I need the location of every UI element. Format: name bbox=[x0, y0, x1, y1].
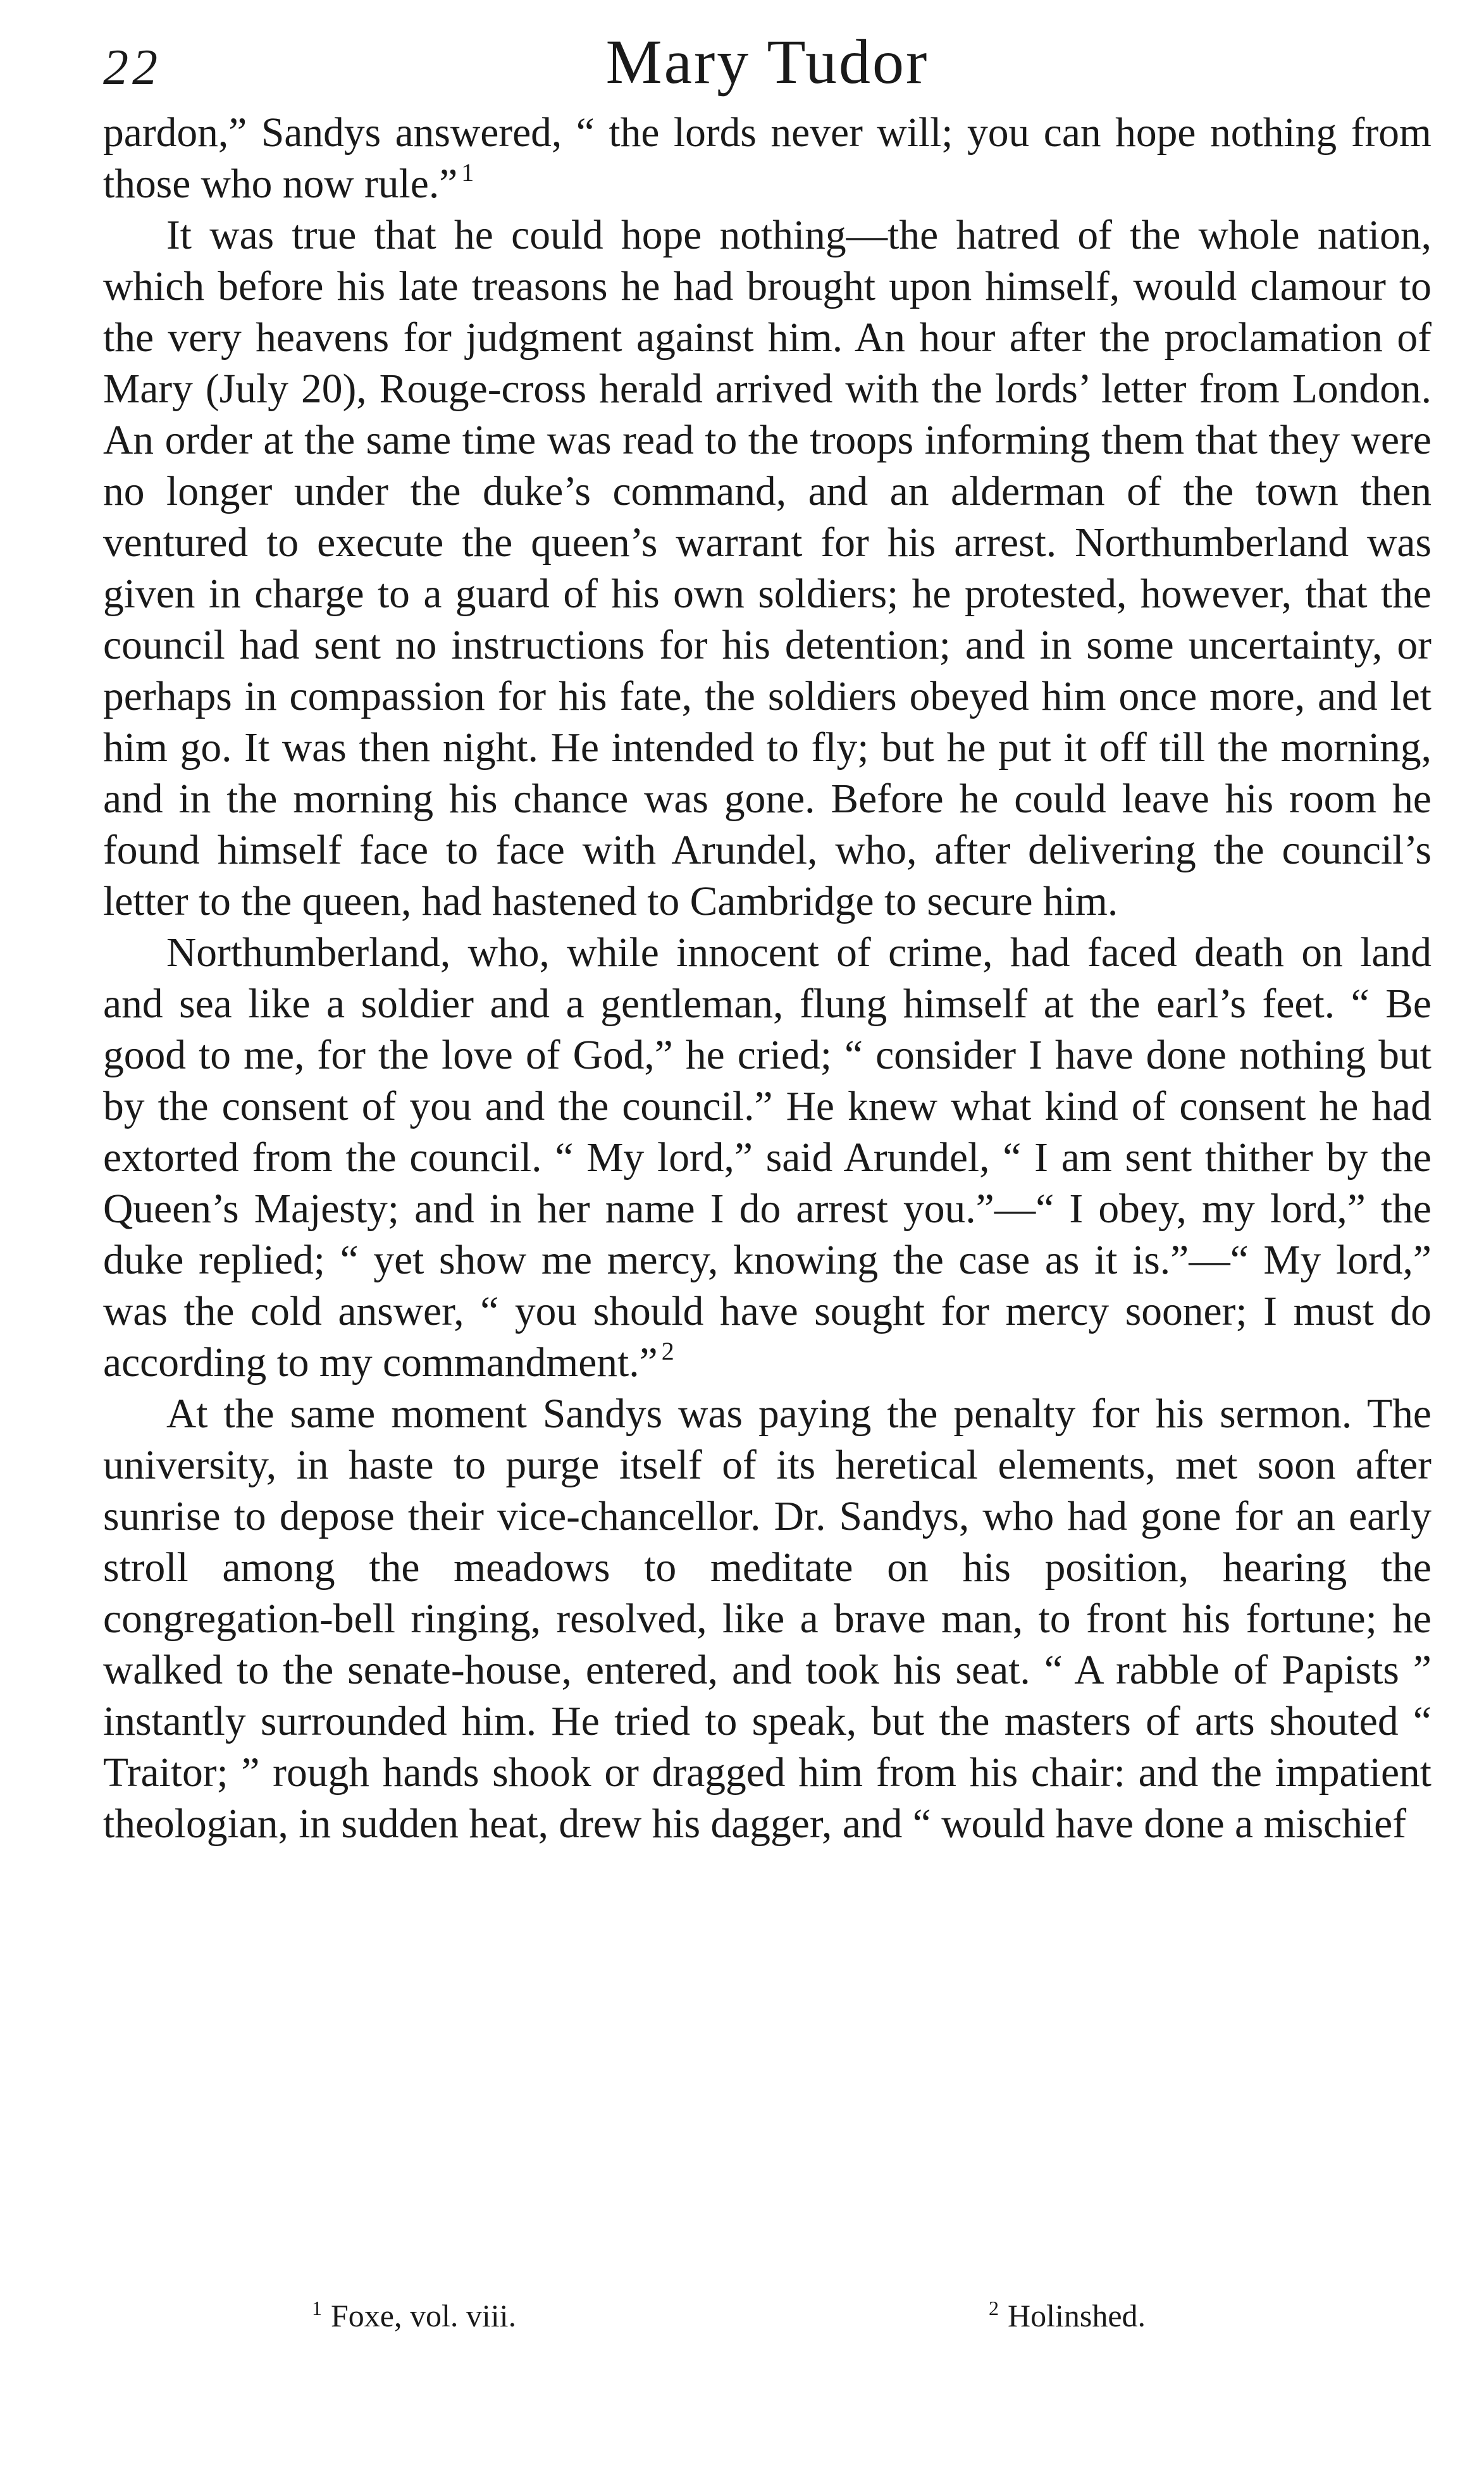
footnotes bbox=[103, 2297, 1431, 2347]
paragraph bbox=[103, 210, 1431, 928]
running-title: Mary Tudor bbox=[605, 27, 929, 97]
book-page bbox=[103, 25, 1431, 2333]
footnote bbox=[312, 2297, 516, 2334]
footnote-mark: 2 bbox=[989, 2297, 999, 2319]
paragraph-text: It was true that he could hope nothing—the hatred of the whole nation, which before his late treasons he had brought upon himself, would clamour to the very heavens for judgment against him. An hour after the proclamation of Mary (July 20), Rouge-cross herald arrived with the lords’ letter from London. An order at the same time was read to the troops informing them that they were no longer under the duke’s command, and an alderman of the town then ventured to execute the queen’s warrant for his arrest. Northumberland was given in charge to a guard of his own soldiers; he protested, however, that the council had sent no instructions for his detention; and in some uncertainty, or perhaps in compassion for his fate, the soldiers obeyed him once more, and let him go. It was then night. He intended to fly; but he put it off till the morning, and in the morning his chance was gone. Before he could leave his room he found himself face to face with Arundel, who, after delivering the council’s letter to the queen, had hastened to Cambridge to secure him. bbox=[103, 213, 1431, 924]
paragraph bbox=[103, 1389, 1431, 1850]
paragraph-text: pardon,” Sandys answered, “ the lords never will; you can hope nothing from those who now rule.” bbox=[103, 110, 1431, 207]
footnote-reference: 1 bbox=[461, 158, 474, 187]
footnote-text: Holinshed. bbox=[1008, 2298, 1146, 2333]
page-header bbox=[103, 25, 1431, 101]
footnote-reference: 2 bbox=[661, 1337, 674, 1365]
footnote-mark: 1 bbox=[312, 2297, 322, 2319]
paragraph-text: Northumberland, who, while innocent of crime, had faced death on land and sea like a soldier and a gentleman, flung himself at the earl’s feet. “ Be good to me, for the love of God,” he cried; “ consider I have done nothing but by the consent of you and the council.” He knew what kind of consent he had extorted from the council. “ My lord,” said Arundel, “ I am sent thither by the Queen’s Majesty; and in her name I do arrest you.”—“ I obey, my lord,” the duke replied; “ yet show me mercy, knowing the case as it is.”—“ My lord,” was the cold answer, “ you should have sought for mercy sooner; I must do according to my commandment.” bbox=[103, 930, 1431, 1386]
paragraph bbox=[103, 928, 1431, 1389]
body-text bbox=[103, 108, 1431, 1850]
footnote bbox=[989, 2297, 1146, 2334]
footnote-text: Foxe, vol. viii. bbox=[331, 2298, 517, 2333]
paragraph bbox=[103, 108, 1431, 210]
page-number: 22 bbox=[103, 40, 161, 96]
paragraph-text: At the same moment Sandys was paying the penalty for his sermon. The university, in haste to purge itself of its heretical elements, met soon after sunrise to depose their vice-chancellor. Dr. Sandys, who had gone for an early stroll among the meadows to meditate on his position, hearing the congregation-bell ringing, resolved, like a brave man, to front his fortune; he walked to the senate-house, entered, and took his seat. “ A rabble of Papists ” instantly surrounded him. He tried to speak, but the masters of arts shouted “ Traitor; ” rough hands shook or dragged him from his chair: and the impatient theologian, in sudden heat, drew his dagger, and “ would have done a mischief bbox=[103, 1391, 1431, 1847]
